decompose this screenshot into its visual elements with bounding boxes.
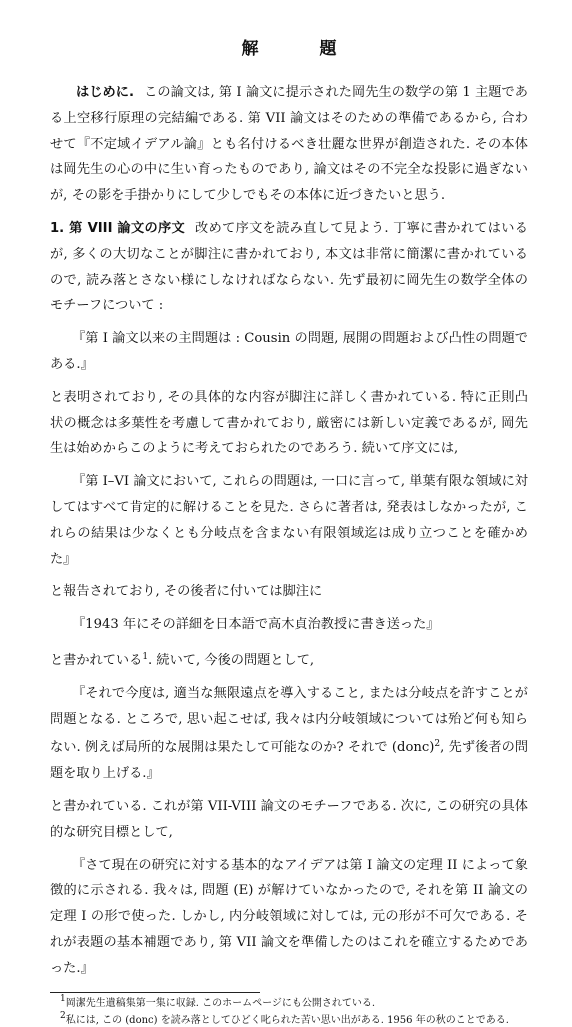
paragraph-3: と報告されており, その後者に付いては脚注に (50, 584, 323, 600)
quote-2: 『第 I–VI 論文において, これらの問題は, 一口に言って, 単葉有限な領域に対してはすべて肯定的に解けることを見た. さらに著者は, 発表はしなかったが, これらの結果は少なくとも分岐点を含まない有限領域迄は成り立つことを確かめた』 (50, 474, 528, 567)
footnote-mark-2: 2 (60, 1010, 66, 1021)
intro-paragraph (50, 80, 528, 209)
footnote-2 (50, 1010, 528, 1027)
footnote-1 (50, 993, 528, 1010)
quote-4-text: 『それで今度は, 適当な無限遠点を導入すること, または分岐点を許すことが問題となる. ところで, 思い起こせば, 我々は内分岐領域については殆ど何も知らない. 例えば局所的な展開は果たして可能なのか? それで (donc) (50, 685, 528, 756)
section1-text: 改めて序文を読み直して見よう. 丁寧に書かれてはいるが, 多くの大切なことが脚注に書かれており, 本文は非常に簡潔に書かれているので, 読み落とさない様にしなければならない. 先ず最初に岡先生の数学全体のモチーフについて : (50, 220, 528, 314)
footnotes (50, 993, 528, 1027)
footnote-mark-1: 1 (60, 993, 66, 1004)
footnote-1-text: 岡潔先生遺稿集第一集に収録. このホームページにも公開されている. (65, 997, 376, 1009)
section1-heading: 1. 第 VIII 論文の序文 (50, 220, 186, 236)
footnote-ref-2[interactable]: 2 (434, 739, 441, 750)
quote-4-rest: , 先ず後者の問題を取り上げる.』 (50, 740, 529, 782)
footnote-2-text: 私には, この (donc) を読み落としてひどく叱られた苦い思い出がある. 1956 年の秋のことである. (65, 1014, 509, 1026)
quote-4 (50, 681, 528, 787)
section1-paragraph (50, 216, 528, 319)
page-title: 解 題 (241, 39, 359, 59)
footnote-ref-1[interactable]: 1 (142, 651, 149, 662)
quote-5: 『さて現在の研究に対する基本的なアイデアは第 I 論文の定理 II によって象徴的に示される. 我々は, 問題 (E) が解けていなかったので, それを第 II 論文の定理 I の形で使った. しかし, 内分岐領域に対しては, 元の形が不可欠である. それが表題の基本補題であり, 第 VII 論文を準備したのはこれを確立するためであった.』 (50, 857, 528, 976)
paragraph-4-rest: . 続いて, 今後の問題として, (148, 652, 315, 668)
paragraph-5: と書かれている. これが第 VII-VIII 論文のモチーフである. 次に, この研究の具体的な研究目標として, (50, 798, 528, 840)
quote-1: 『第 I 論文以来の主問題は : Cousin の問題, 展開の問題および凸性の問題である.』 (50, 331, 528, 372)
paragraph-4 (50, 645, 528, 674)
quote-3: 『1943 年にその詳細を日本語で高木貞治教授に書き送った』 (72, 617, 440, 633)
paragraph-2: と表明されており, その具体的な内容が脚注に詳しく書かれている. 特に正則凸状の概念は多葉性を考慮して書かれており, 厳密には新しい定義であるが, 岡先生は始めからこのように考えておられたのであろう. 続いて序文には, (50, 389, 528, 457)
paragraph-4-text: と書かれている (50, 652, 143, 668)
intro-text: この論文は, 第 I 論文に提示された岡先生の数学の第 1 主題である上空移行原理の完結編である. 第 VII 論文はそのための準備であるから, 合わせて『不定域イデアル論』とも名付けるべき壮麗な世界が創造された. その本体は岡先生の心の中に生い育ったものであり, 論文はその不完全な投影に過ぎないが, その影を手掛かりにして少しでもその本体に近づきたいと思う. (50, 85, 528, 204)
intro-lead: はじめに. (76, 85, 135, 100)
